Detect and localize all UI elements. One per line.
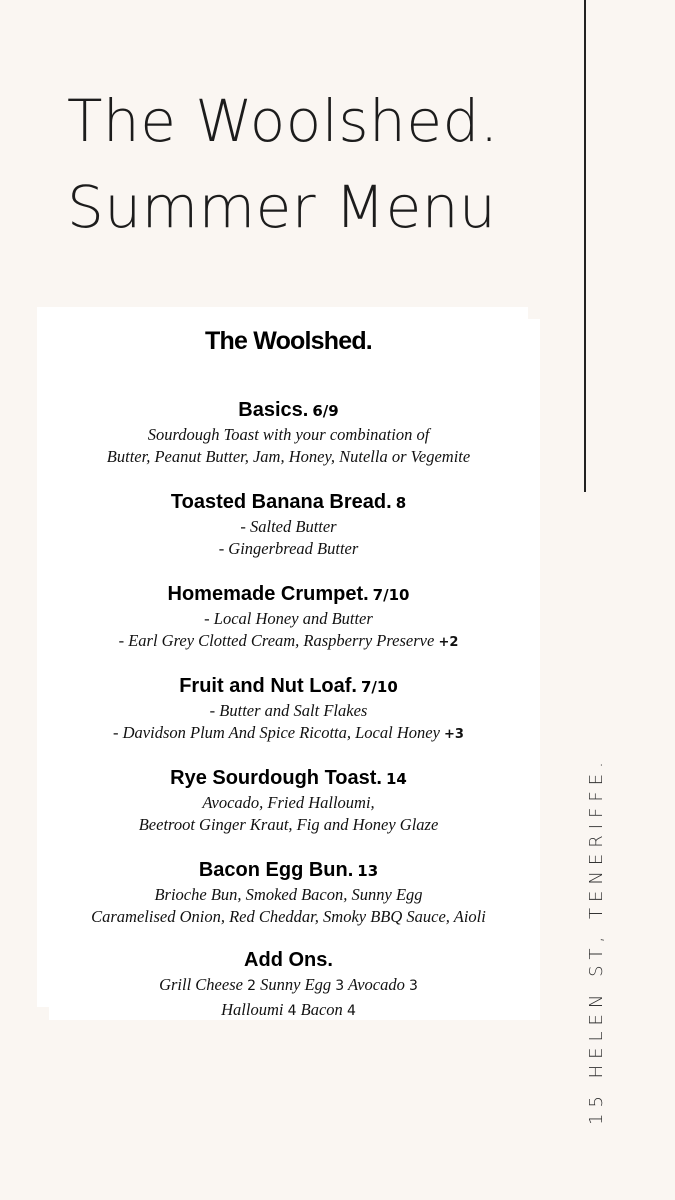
addon-name: Avocado <box>348 975 405 994</box>
line-extra-price: +2 <box>438 634 459 650</box>
section-title: Toasted Banana Bread. <box>170 491 392 513</box>
address-text: 15 HELEN ST, TENERIFFE. <box>586 756 607 1125</box>
menu-section-rye-toast <box>37 765 540 835</box>
line-text: - Davidson Plum And Spice Ricotta, Local Honey <box>113 722 440 742</box>
line-text: Butter, Peanut Butter, Jam, Honey, Nutella or Vegemite <box>106 446 471 466</box>
addon-price: 3 <box>408 978 418 994</box>
section-title: Homemade Crumpet. <box>167 583 369 605</box>
line-text: Brioche Bun, Smoked Bacon, Sunny Egg <box>154 885 423 904</box>
section-line <box>37 884 540 906</box>
section-line <box>37 722 540 746</box>
addon-price: 4 <box>346 1003 356 1019</box>
section-title: Bacon Egg Bun. <box>198 859 354 881</box>
section-price: 14 <box>385 770 407 788</box>
section-line <box>37 424 540 446</box>
section-title: Fruit and Nut Loaf. <box>179 675 357 697</box>
addon-name: Grill Cheese <box>159 975 243 994</box>
section-price: 7/10 <box>372 586 410 604</box>
line-text: Sourdough Toast with your combination of <box>147 425 430 444</box>
line-text: - Earl Grey Clotted Cream, Raspberry Preserve <box>118 630 435 650</box>
page-title <box>67 78 499 250</box>
menu-section-basics <box>37 397 540 467</box>
line-text: - Butter and Salt Flakes <box>209 701 368 720</box>
section-line <box>37 608 540 630</box>
section-price: 6/9 <box>312 402 339 420</box>
section-line <box>37 446 540 468</box>
menu-section-crumpet <box>37 581 540 653</box>
addon-price: 3 <box>335 978 345 994</box>
section-line <box>37 792 540 814</box>
section-heading <box>37 857 540 884</box>
page-title-line-2: Summer Menu <box>67 173 497 241</box>
menu-card <box>37 307 540 1020</box>
section-line <box>37 538 540 560</box>
section-price: 8 <box>395 494 407 512</box>
line-text: Avocado, Fried Halloumi, <box>202 793 375 812</box>
addon-name: Sunny Egg <box>260 975 332 994</box>
section-heading <box>37 397 540 424</box>
addon-name: Bacon <box>300 1000 343 1019</box>
line-text: - Salted Butter <box>240 517 337 536</box>
section-line <box>37 814 540 836</box>
section-title: Basics. <box>238 399 309 421</box>
addon-name: Halloumi <box>221 1000 284 1019</box>
section-line <box>37 516 540 538</box>
line-text: Beetroot Ginger Kraut, Fig and Honey Glaze <box>138 814 439 834</box>
vertical-divider <box>584 0 586 492</box>
menu-brand: The Woolshed. <box>205 327 372 355</box>
menu-section-fruit-loaf <box>37 673 540 745</box>
section-price: 13 <box>357 862 379 880</box>
line-text: - Gingerbread Butter <box>218 538 359 558</box>
section-line <box>37 700 540 722</box>
addon-price: 4 <box>287 1003 297 1019</box>
section-line <box>37 630 540 654</box>
addons-line <box>37 998 540 1023</box>
section-price: 7/10 <box>360 678 398 696</box>
section-heading: Add Ons. <box>244 949 333 971</box>
line-text: Caramelised Onion, Red Cheddar, Smoky BBQ Sauce, Aioli <box>91 906 486 926</box>
menu-section-bacon-egg-bun <box>37 857 540 927</box>
line-extra-price: +3 <box>444 726 464 742</box>
menu-section-add-ons <box>37 947 540 1023</box>
section-line <box>37 906 540 928</box>
menu-section-banana-bread <box>37 489 540 559</box>
addons-line <box>37 973 540 998</box>
section-heading <box>37 765 540 792</box>
line-text: - Local Honey and Butter <box>204 609 373 628</box>
section-heading <box>37 673 540 700</box>
page-title-line-1: The Woolshed. <box>67 87 499 155</box>
section-title: Rye Sourdough Toast. <box>170 767 382 789</box>
section-heading <box>37 489 540 516</box>
addon-price: 2 <box>247 978 256 994</box>
section-heading <box>37 581 540 608</box>
